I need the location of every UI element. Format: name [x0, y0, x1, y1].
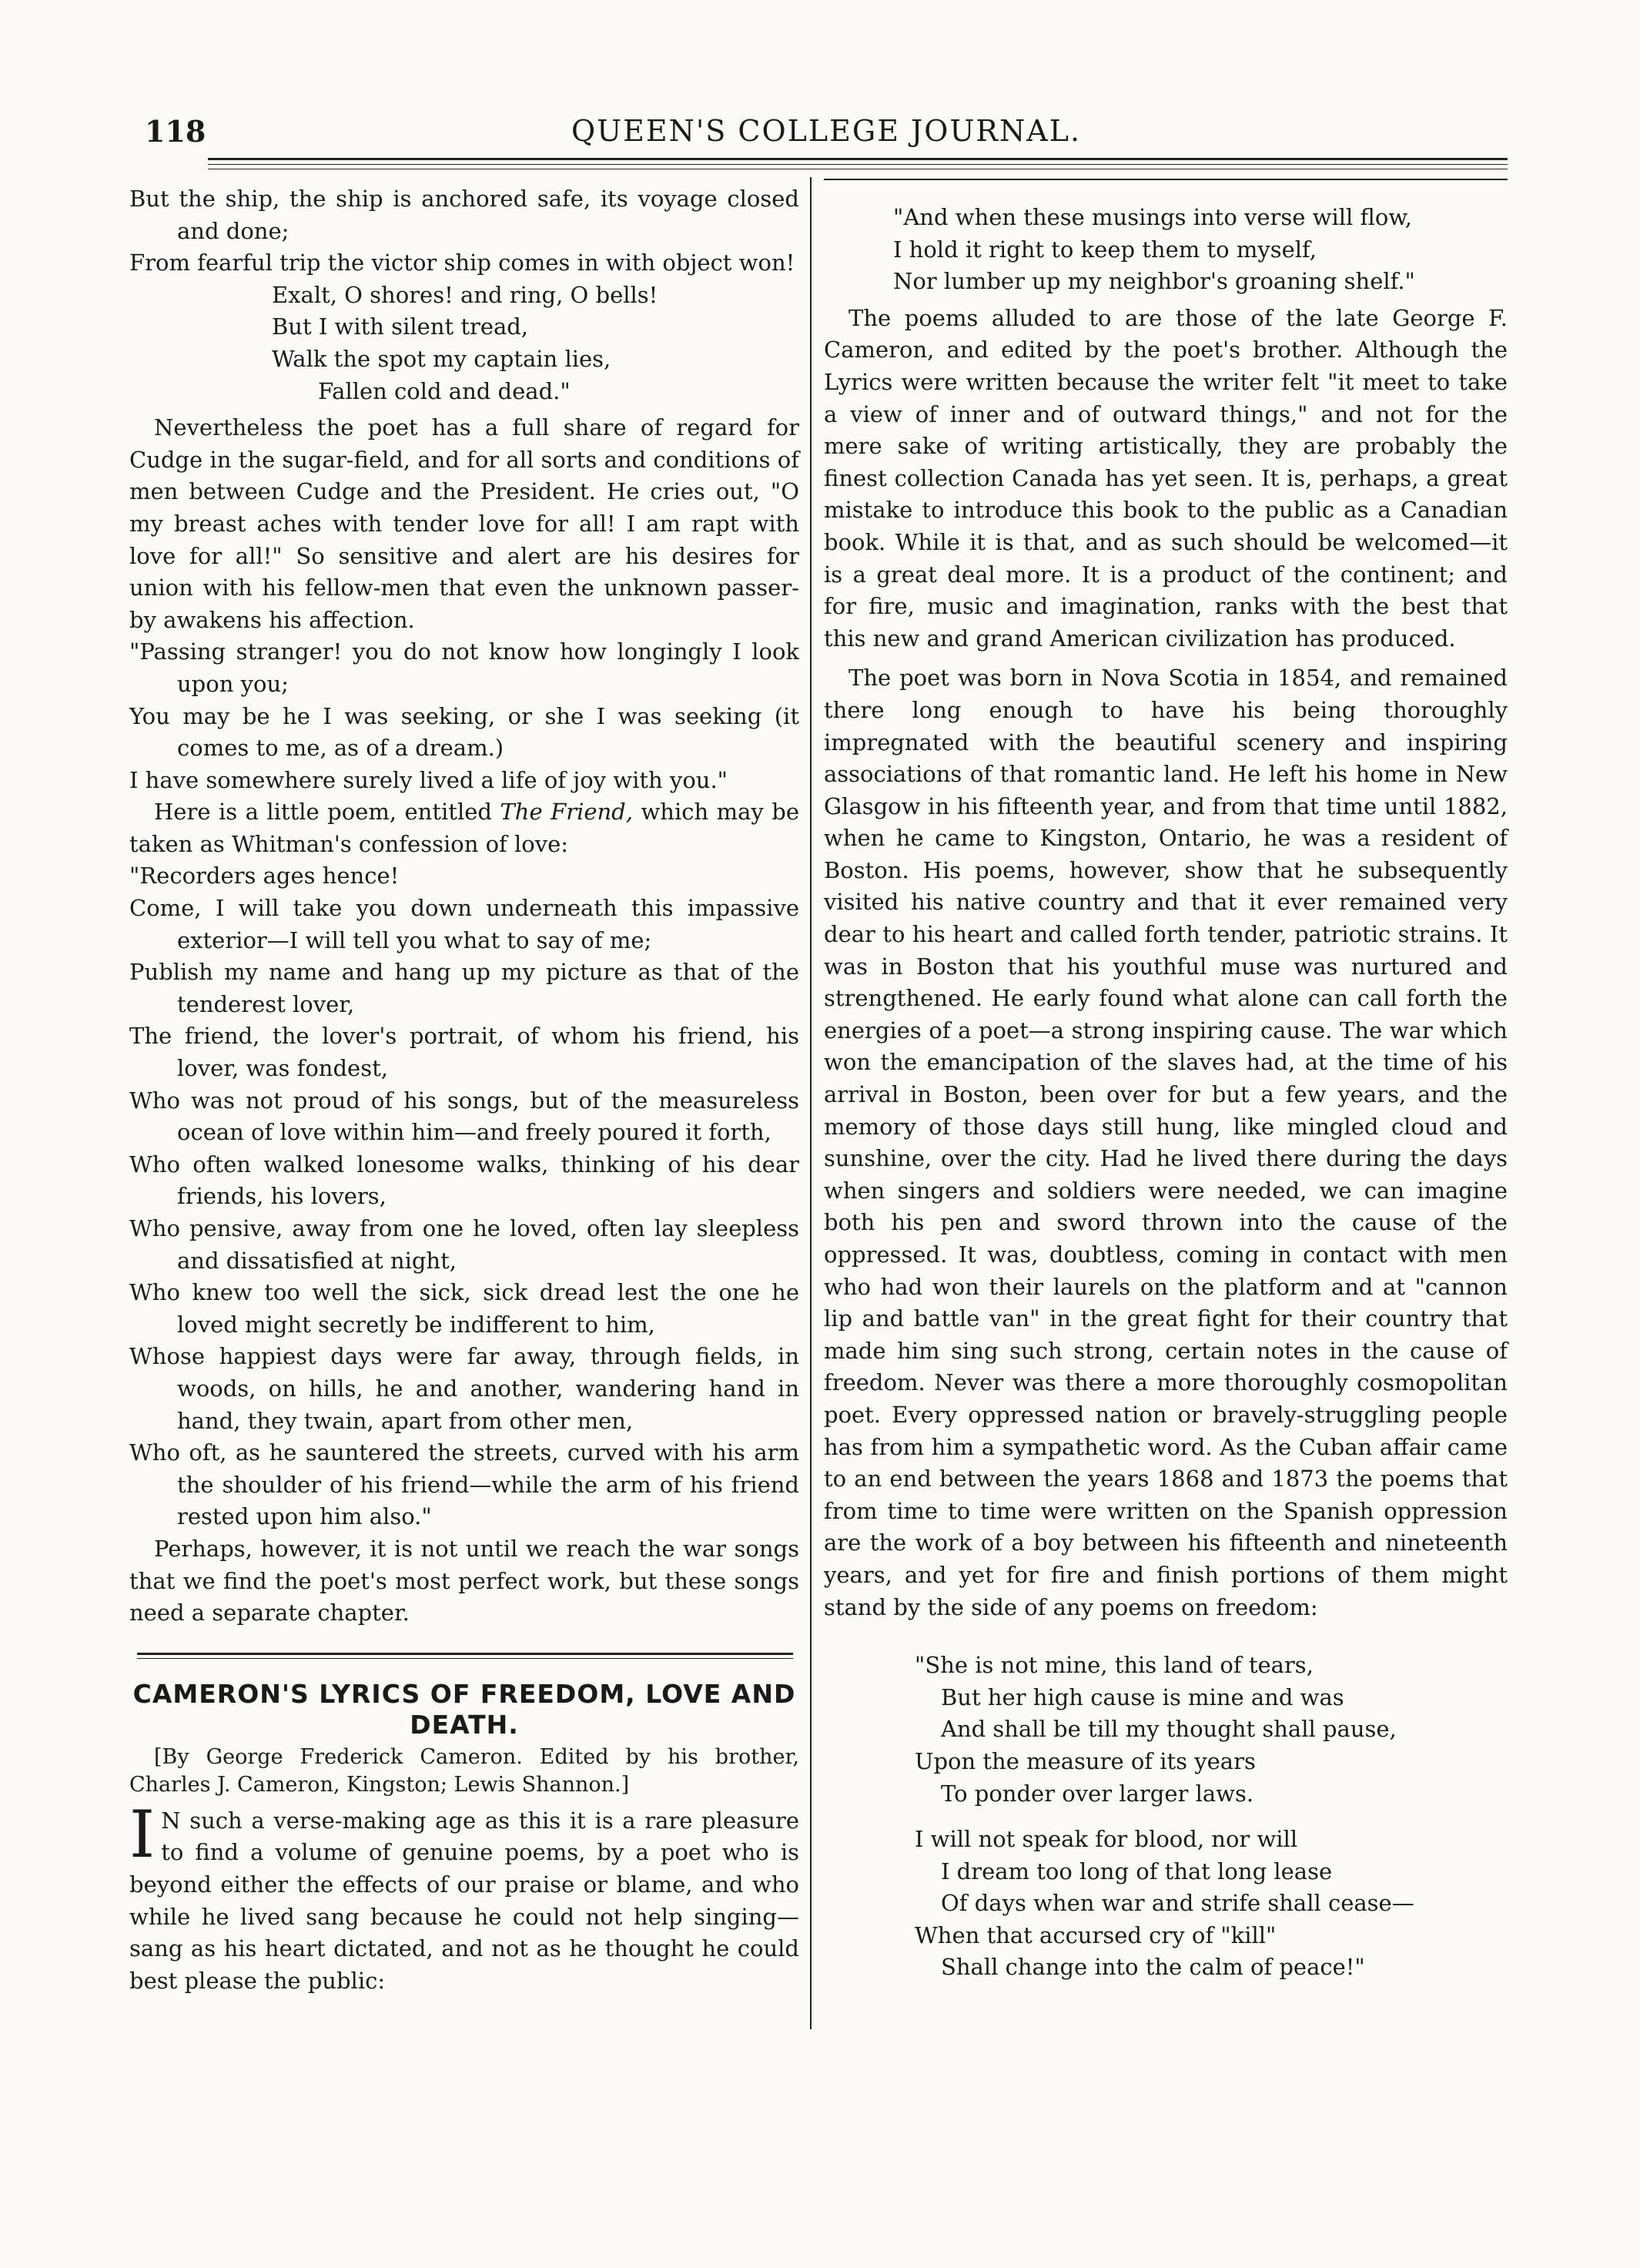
poem-line: But the ship, the ship is anchored safe, its voyage closed and done;	[129, 186, 799, 244]
poem-line: I dream too long of that long lease	[941, 1858, 1333, 1884]
paragraph-nevertheless: Nevertheless the poet has a full share of regard for Cudge in the sugar-field, and for all sorts and conditions of men between Cudge and the President. He cries out, "O my breast aches with tender love for all! I am rapt with love for all!" So sensitive and alert are his desires for union with his fellow-men that even the unknown passer-by awakens his affection.	[129, 414, 799, 633]
article-title: CAMERON'S LYRICS OF FREEDOM, LOVE AND DEATH.	[132, 1678, 796, 1740]
poem-line: Walk the spot my captain lies,	[272, 345, 611, 372]
poem-exalt	[129, 280, 799, 407]
poem-line: To ponder over larger laws.	[941, 1780, 1254, 1807]
poem-line: Whose happiest days were far away, through fields, in woods, on hills, he and another, wandering hand in hand, they twain, apart from other men,	[129, 1343, 799, 1434]
opening-smallcaps: N	[161, 1807, 181, 1834]
poem-line: Who pensive, away from one he loved, often lay sleepless and dissatisfied at night,	[129, 1215, 799, 1274]
poem-line: "And when these musings into verse will flow,	[893, 204, 1412, 230]
poem-line: But I with silent tread,	[272, 313, 529, 340]
journal-title: QUEEN'S COLLEGE JOURNAL.	[571, 114, 1082, 148]
right-column	[824, 202, 1508, 1984]
poem-line: And shall be till my thought shall pause,	[941, 1716, 1397, 1743]
poem-musings	[824, 202, 1508, 298]
poem-line: When that accursed cry of "kill"	[915, 1921, 1277, 1948]
poem-line: Who oft, as he sauntered the streets, curved with his arm the shoulder of his friend—while the arm of his friend rested upon him also."	[129, 1439, 799, 1530]
drop-cap: I	[129, 1796, 156, 1872]
poem-line: The friend, the lover's portrait, of whom his friend, his lover, was fondest,	[129, 1023, 799, 1082]
poem-line: Come, I will take you down underneath this impassive exterior—I will tell you what to say of me;	[129, 895, 799, 953]
poem-line: I have somewhere surely lived a life of joy with you."	[129, 766, 728, 793]
page-header	[145, 108, 1508, 154]
paragraph-born: The poet was born in Nova Scotia in 1854, and remained there long enough to have his being thoroughly impregnated with the beautiful scenery and inspiring associations of that romantic land. He left his home in New Glasgow in his fifteenth year, and from that time until 1882, when he came to Kingston, Ontario, he was a resident of Boston. His poems, however, show that he subsequently visited his native country and that it ever remained very dear to his heart and called forth tender, patriotic strains. It was in Boston that his youthful muse was nurtured and strengthened. He early found what alone can call forth the energies of a poet—a strong inspiring cause. The war which won the emancipation of the slaves had, at the time of his arrival in Boston, been over for but a few years, and the memory of those days still hung, like mingled cloud and sunshine, over the city. Had he lived there during the days when singers and soldiers were needed, we can imagine both his pen and sword thrown into the cause of the oppressed. It was, doubtless, coming in contact with men who had won their laurels on the platform and at "cannon lip and battle van" in the great fight for their country that made him sing such strong, certain notes in the cause of freedom. Never was there a more thoroughly cosmopolitan poet. Every oppressed nation or bravely-struggling people has from him a sympathetic word. As the Cuban affair came to an end between the years 1868 and 1873 the poems that from time to time were written on the Spanish oppression are the work of a boy between his fifteenth and nineteenth years, and yet for fire and finish portions of them might stand by the side of any poems on freedom:	[824, 665, 1508, 1620]
right-col-top-rule	[824, 179, 1508, 180]
poem-line: Upon the measure of its years	[915, 1747, 1256, 1774]
poem-line: I hold it right to keep them to myself,	[893, 236, 1317, 263]
left-column	[129, 183, 799, 1997]
paragraph-poems: The poems alluded to are those of the late George F. Cameron, and edited by the poet's brother. Although the Lyrics were written because the writer felt "it meet to take a view of inner and of outward things," and not for the mere sake of writing artistically, they are probably the finest collection Canada has yet seen. It is, perhaps, a great mistake to introduce this book to the public as a Canadian book. While it is that, and as such should be welcomed—it is a great deal more. It is a product of the continent; and for fire, music and imagination, ranks with the best that this new and grand American civilization has produced.	[824, 304, 1508, 652]
poem-line: "Recorders ages hence!	[129, 863, 400, 889]
poem-stanza-1	[824, 1650, 1508, 1810]
poem-line: I will not speak for blood, nor will	[915, 1826, 1298, 1853]
article-byline: [By George Frederick Cameron. Edited by his brother, Charles J. Cameron, Kingston; Lewis Shannon.]	[129, 1744, 799, 1797]
friend-poem-title: The Friend,	[500, 799, 633, 826]
poem-line: Nor lumber up my neighbor's groaning shelf."	[893, 268, 1415, 295]
poem-line: Publish my name and hang up my picture as that of the tenderest lover,	[129, 959, 799, 1017]
poem-line: Shall change into the calm of peace!"	[941, 1954, 1365, 1981]
poem-line: Who was not proud of his songs, but of the measureless ocean of love within him—and freely poured it forth,	[129, 1087, 799, 1146]
article-separator	[137, 1653, 793, 1659]
poem-line: Exalt, O shores! and ring, O bells!	[272, 281, 658, 308]
poem-line: Of days when war and strife shall cease—	[941, 1890, 1414, 1917]
poem-line: "She is not mine, this land of tears,	[915, 1652, 1314, 1679]
column-divider	[810, 177, 812, 2029]
opening-text: such a verse-making age as this it is a rare pleasure to find a volume of genuine poems, by a poet who is beyond either the effects of our praise or blame, and who while he lived sang because he could not help singing—sang as his heart dictated, and not as he thought he could best please the public:	[129, 1807, 799, 1994]
poem-line: Who often walked lonesome walks, thinking of his dear friends, his lovers,	[129, 1151, 799, 1210]
friend-text-a: Here is a little poem, entitled	[154, 799, 500, 826]
article-opening	[129, 1796, 799, 1998]
header-rule-thick	[208, 158, 1508, 160]
poem-stanza-2	[824, 1824, 1508, 1984]
page-number: 118	[145, 114, 206, 149]
paragraph-friend	[129, 796, 799, 860]
poem-line: "Passing stranger! you do not know how longingly I look upon you;	[129, 638, 799, 697]
paragraph-perhaps: Perhaps, however, it is not until we reach the war songs that we find the poet's most perfect work, but these songs need a separate chapter.	[129, 1535, 799, 1626]
poem-line: From fearful trip the victor ship comes in with object won!	[129, 250, 795, 276]
header-rule-thin	[208, 164, 1508, 165]
friend-text-b: which may be taken as Whitman's confession of love:	[129, 799, 799, 857]
poem-line: Who knew too well the sick, sick dread lest the one he loved might secretly be indifferent to him,	[129, 1279, 799, 1338]
poem-line: You may be he I was seeking, or she I was seeking (it comes to me, as of a dream.)	[129, 702, 799, 762]
poem-line: Fallen cold and dead."	[318, 377, 571, 404]
poem-line: But her high cause is mine and was	[941, 1683, 1344, 1710]
